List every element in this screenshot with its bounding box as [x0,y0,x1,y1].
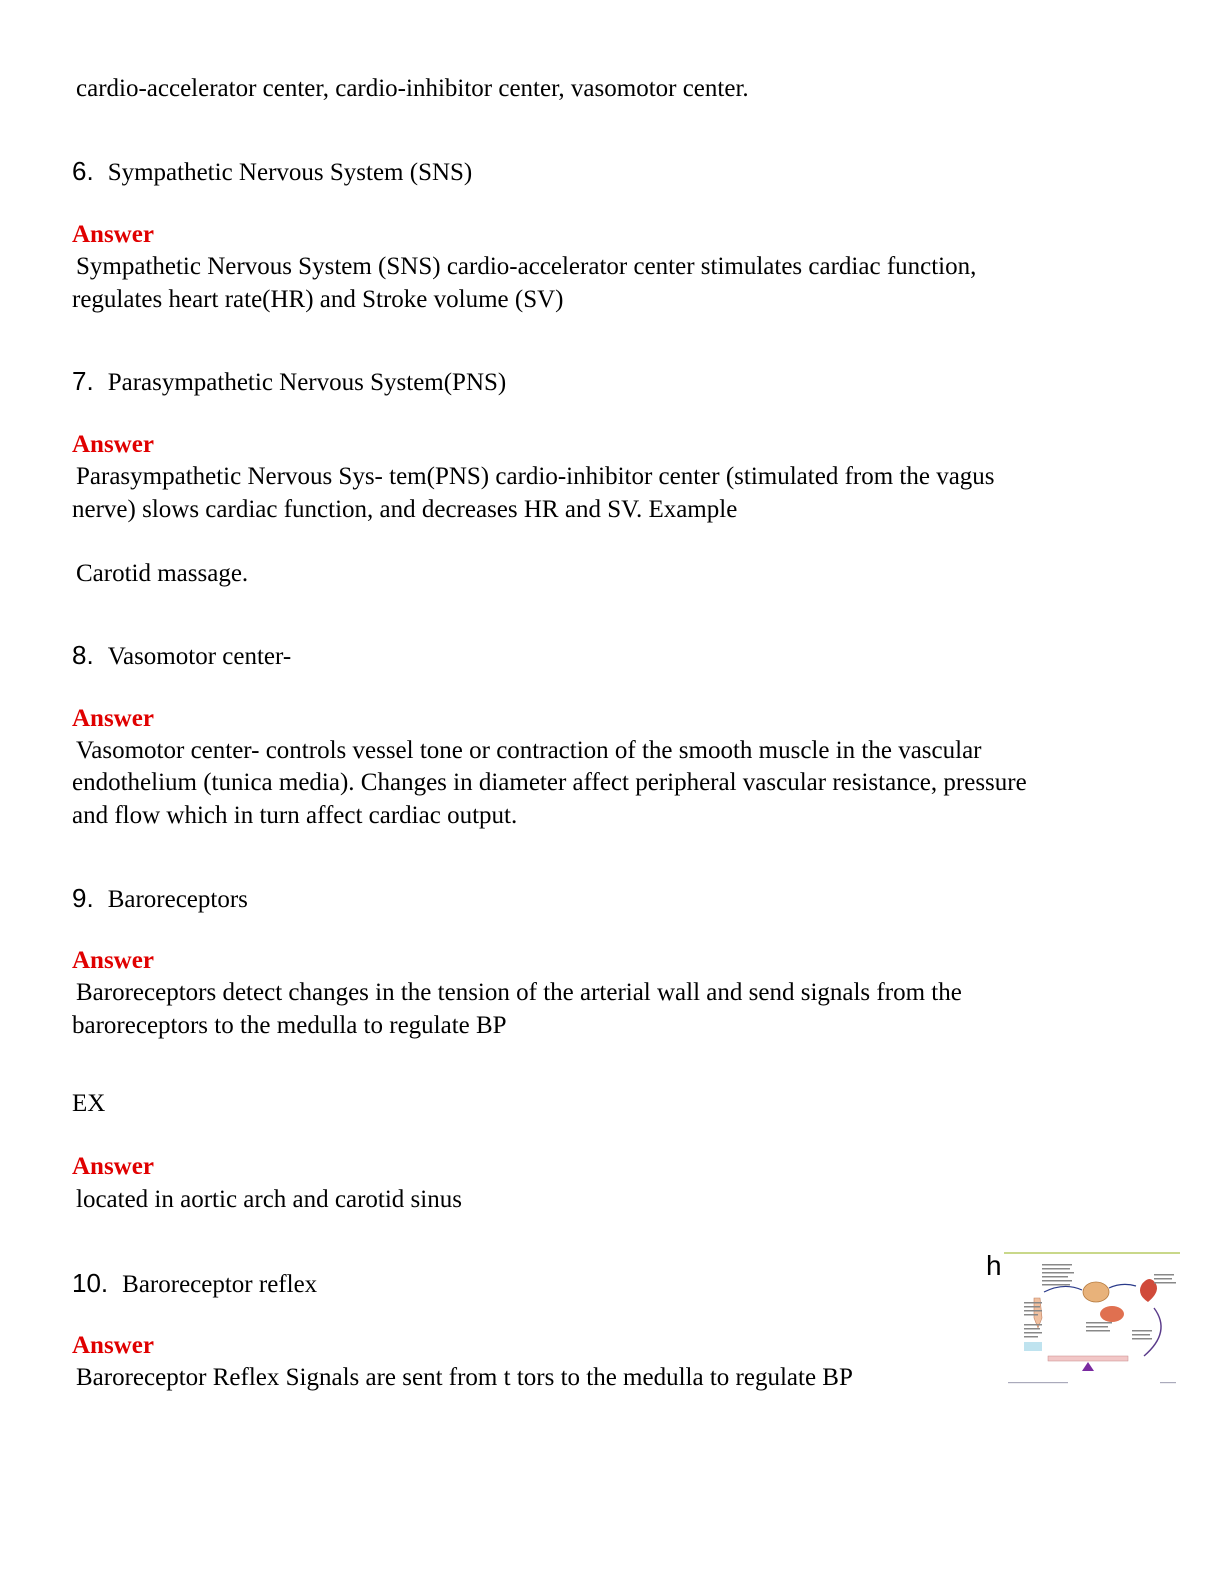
answer-line: Vasomotor center- controls vessel tone or contraction of the smooth muscle in the vascular [76,737,982,764]
answer-label: Answer [72,431,154,458]
question-title: Vasomotor center- [107,643,292,670]
answer-line: Parasympathetic Nervous Sys- tem(PNS) cardio-inhibitor center (stimulated from the vagus [76,463,995,490]
answer-label: Answer [72,221,154,248]
answer-line: nerve) slows cardiac function, and decreases HR and SV. Example [72,496,738,523]
answer-line: located in aortic arch and carotid sinus [76,1186,462,1213]
answer-line: baroreceptors to the medulla to regulate BP [72,1012,507,1039]
answer-line: Baroreceptor Reflex Signals are sent from t tors to the medulla to regulate BP [76,1364,853,1391]
answer-line: and flow which in turn affect cardiac output. [72,802,518,829]
question-number: 7. [72,366,94,396]
answer-label: Answer [72,1153,154,1180]
answer-extra-line: Carotid massage. [76,560,249,587]
answer-label: Answer [72,705,154,732]
answer-line: Sympathetic Nervous System (SNS) cardio-accelerator center stimulates cardiac function, [76,253,977,280]
answer-line: endothelium (tunica media). Changes in diameter affect peripheral vascular resistance, pressure [72,769,1027,796]
question-9 [72,882,248,916]
question-10 [72,1267,317,1301]
answer-line: Baroreceptors detect changes in the tension of the arterial wall and send signals from the [76,979,962,1006]
question-title: Parasympathetic Nervous System(PNS) [107,369,507,396]
question-6 [72,155,472,189]
question-title: Sympathetic Nervous System (SNS) [107,159,473,186]
answer-label: Answer [72,947,154,974]
thumbnail-letter: h [986,1250,1002,1281]
question-8 [72,639,291,673]
question-number: 8. [72,640,94,670]
question-7 [72,365,506,399]
question-title: Baroreceptor reflex [122,1271,318,1298]
example-heading: EX [72,1090,106,1117]
answer-label: Answer [72,1332,154,1359]
intro-line: cardio-accelerator center, cardio-inhibitor center, vasomotor center. [76,75,749,102]
baroreceptor-reflex-diagram-image [1004,1252,1180,1390]
answer-line: regulates heart rate(HR) and Stroke volume (SV) [72,286,564,313]
question-number: 10. [72,1268,109,1298]
question-title: Baroreceptors [107,886,248,913]
question-number: 9. [72,883,94,913]
question-number: 6. [72,156,94,186]
